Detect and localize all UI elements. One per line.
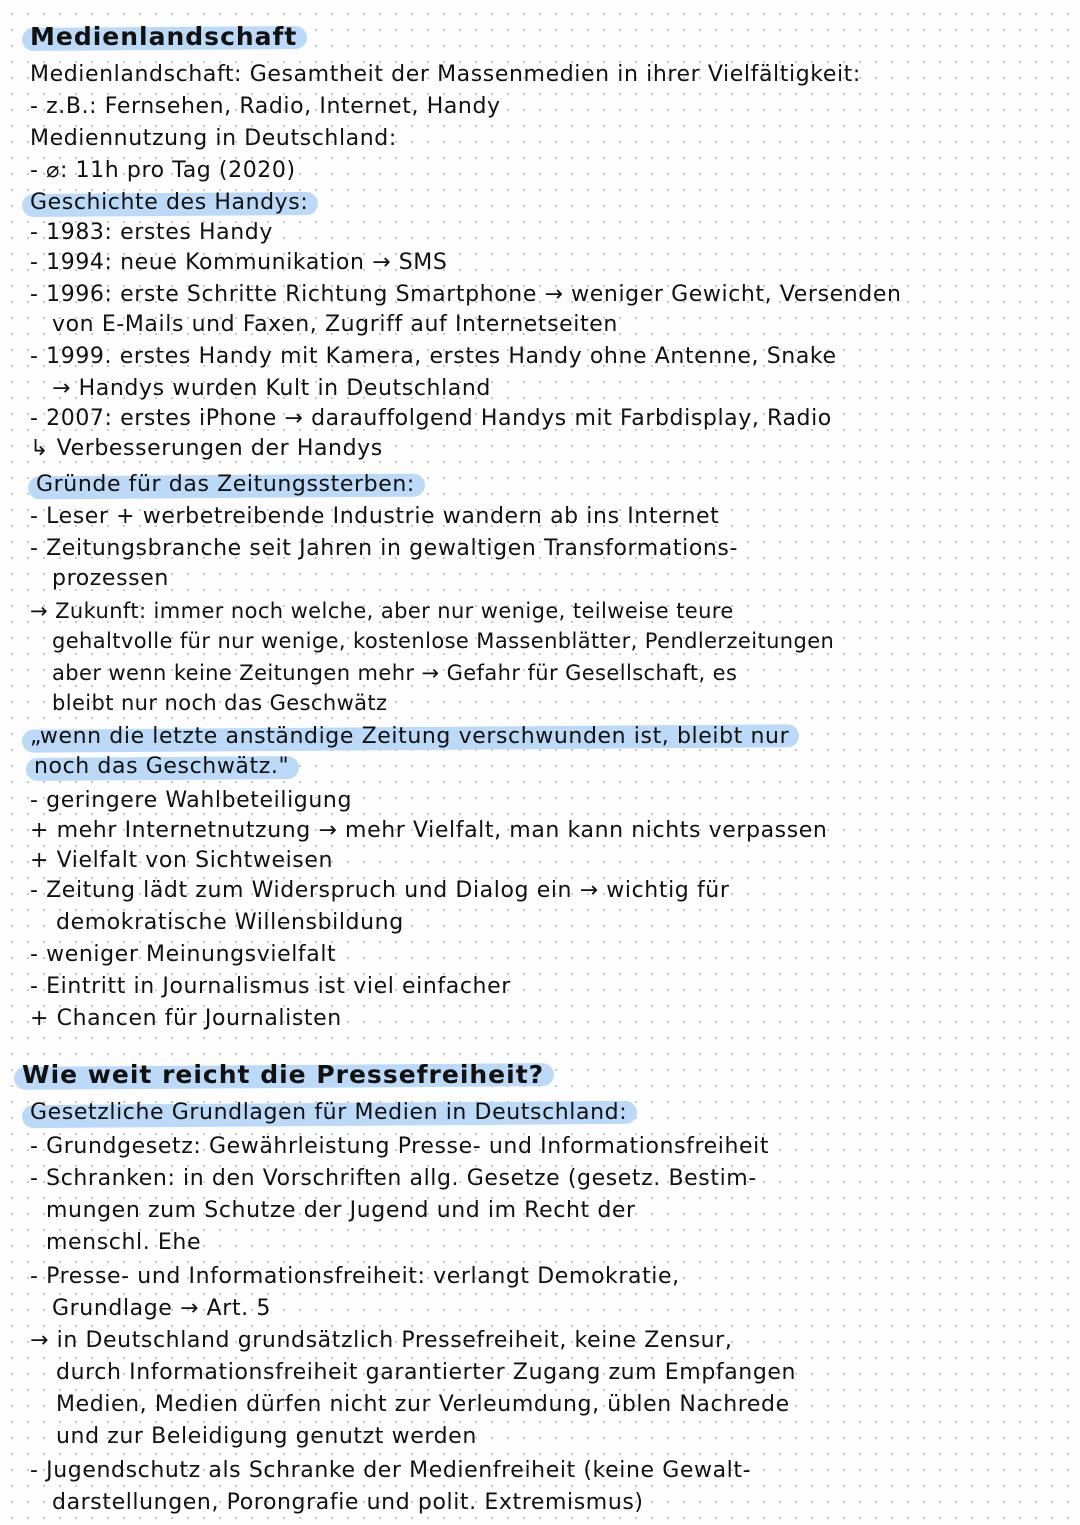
note-line: - ⌀: 11h pro Tag (2020): [30, 158, 296, 183]
section-title-medienlandschaft: Medienlandschaft: [30, 22, 298, 51]
note-line: - Eintritt in Journalismus ist viel einfacher: [30, 974, 511, 999]
heading-grundlagen: Gesetzliche Grundlagen für Medien in Deutschland:: [30, 1098, 627, 1128]
heading-gruende: Gründe für das Zeitungssterben:: [36, 470, 415, 500]
quote-line: noch das Geschwätz.": [34, 752, 289, 782]
heading-geschichte: Geschichte des Handys:: [30, 188, 308, 218]
note-line: durch Informationsfreiheit garantierter Zugang zum Empfangen: [56, 1360, 797, 1385]
note-line: menschl. Ehe: [46, 1230, 202, 1255]
note-line: - Zeitung lädt zum Widerspruch und Dialog ein → wichtig für: [30, 878, 730, 903]
note-line: - Leser + werbetreibende Industrie wandern ab ins Internet: [30, 504, 720, 529]
note-line: - Zeitungsbranche seit Jahren in gewaltigen Transformations-: [30, 536, 739, 561]
note-line: - 1999. erstes Handy mit Kamera, erstes Handy ohne Antenne, Snake: [30, 344, 837, 369]
note-line: Medien, Medien dürfen nicht zur Verleumdung, üblen Nachrede: [56, 1392, 790, 1417]
note-line: - Schranken: in den Vorschriften allg. Gesetze (gesetz. Bestim-: [30, 1166, 757, 1191]
section-title-pressefreiheit: Wie weit reicht die Pressefreiheit?: [22, 1060, 545, 1089]
note-line: → Handys wurden Kult in Deutschland: [52, 376, 491, 401]
note-line: + mehr Internetnutzung → mehr Vielfalt, man kann nichts verpassen: [30, 818, 828, 843]
note-line: Medienlandschaft: Gesamtheit der Massenmedien in ihrer Vielfältigkeit:: [30, 62, 861, 87]
note-line: + Chancen für Journalisten: [30, 1006, 342, 1031]
note-line: - 1983: erstes Handy: [30, 220, 273, 245]
note-line: - 1994: neue Kommunikation → SMS: [30, 250, 448, 275]
note-line: von E-Mails und Faxen, Zugriff auf Internetseiten: [52, 312, 618, 337]
note-line: und zur Beleidigung genutzt werden: [56, 1424, 477, 1449]
quote-line: „wenn die letzte anständige Zeitung verschwunden ist, bleibt nur: [30, 722, 789, 752]
note-line: Grundlage → Art. 5: [52, 1296, 271, 1321]
note-line: darstellungen, Porongrafie und polit. Extremismus): [52, 1490, 644, 1515]
note-line: - 2007: erstes iPhone → darauffolgend Handys mit Farbdisplay, Radio: [30, 406, 832, 431]
note-line: → Zukunft: immer noch welche, aber nur wenige, teilweise teure: [30, 599, 734, 623]
note-line: - Grundgesetz: Gewährleistung Presse- und Informationsfreiheit: [30, 1134, 770, 1159]
note-line: - 1996: erste Schritte Richtung Smartphone → weniger Gewicht, Versenden: [30, 282, 902, 307]
note-line: - weniger Meinungsvielfalt: [30, 942, 337, 967]
note-line: prozessen: [52, 566, 169, 591]
note-line: - Presse- und Informationsfreiheit: verlangt Demokratie,: [30, 1264, 680, 1289]
note-line: - geringere Wahlbeteiligung: [30, 788, 353, 813]
note-line: - z.B.: Fernsehen, Radio, Internet, Handy: [30, 94, 501, 119]
heading-mediennutzung: Mediennutzung in Deutschland:: [30, 126, 397, 151]
note-line: - Jugendschutz als Schranke der Medienfreiheit (keine Gewalt-: [30, 1458, 752, 1483]
note-line: bleibt nur noch das Geschwätz: [52, 691, 388, 715]
note-line: mungen zum Schutze der Jugend und im Recht der: [46, 1198, 636, 1223]
note-line: aber wenn keine Zeitungen mehr → Gefahr für Gesellschaft, es: [52, 661, 738, 685]
note-line: demokratische Willensbildung: [56, 910, 404, 935]
note-line: → in Deutschland grundsätzlich Pressefreiheit, keine Zensur,: [30, 1328, 733, 1353]
note-line: + Vielfalt von Sichtweisen: [30, 848, 334, 873]
note-line: gehaltvolle für nur wenige, kostenlose Massenblätter, Pendlerzeitungen: [52, 629, 835, 653]
note-line: ↳ Verbesserungen der Handys: [30, 436, 383, 461]
